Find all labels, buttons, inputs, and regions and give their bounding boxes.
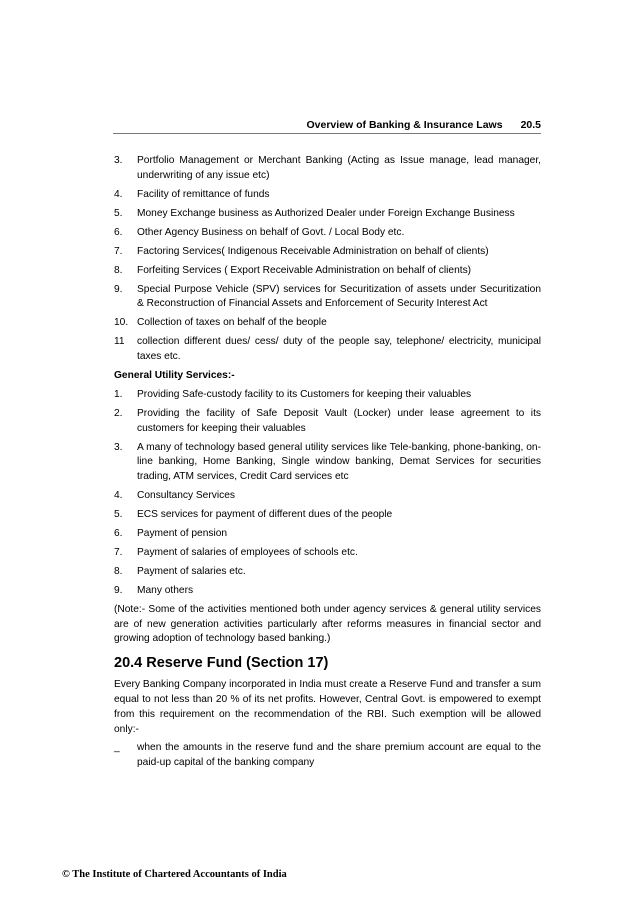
list-text: Other Agency Business on behalf of Govt. / Local Body etc.	[137, 226, 405, 238]
list-number: 5.	[114, 509, 123, 521]
header-rule	[113, 133, 541, 134]
list-text: Facility of remittance of funds	[137, 188, 270, 200]
list-text: Collection of taxes on behalf of the beople	[137, 317, 327, 329]
list-item	[114, 388, 541, 403]
list-text: Payment of pension	[137, 528, 228, 540]
section-heading: 20.4 Reserve Fund (Section 17)	[114, 655, 329, 672]
list-item	[114, 264, 541, 279]
list-item	[114, 407, 541, 437]
list-number: 10.	[114, 317, 129, 329]
running-header	[113, 118, 541, 133]
list-text: Payment of salaries of employees of schools etc.	[137, 547, 358, 558]
list-item	[114, 154, 541, 184]
list-item	[114, 508, 541, 523]
list-number: 6.	[114, 226, 123, 238]
list-number: 7.	[114, 245, 123, 257]
list-text: A many of technology based general utility services like Tele-banking, phone-banking, on-line banking, Home Banking, Single window banking, Demat Services for securities trading, ATM services, Credit Card services etc	[137, 441, 541, 483]
list-number: 4.	[114, 188, 123, 200]
list-number: 3.	[114, 155, 123, 166]
list-item	[114, 565, 541, 580]
list-item	[114, 335, 541, 365]
utility-note: (Note:- Some of the activities mentioned both under agency services & general utility services are of new generation activities particularly after reforms measures in financial sector and growing adoption of technology based banking.)	[114, 603, 541, 645]
list-item	[114, 489, 541, 504]
list-number: 4.	[114, 490, 123, 502]
list-item	[114, 283, 541, 313]
list-number: 8.	[114, 264, 123, 276]
list-item	[114, 245, 541, 260]
list-number: 8.	[114, 565, 123, 577]
list-number: 5.	[114, 207, 123, 219]
list-number: 1.	[114, 388, 123, 400]
list-item	[114, 207, 541, 222]
list-text: Special Purpose Vehicle (SPV) services for Securitization of assets under Securitization & Reconstruction of Financial Assets and Enforcement of Security Interest Act	[137, 283, 541, 310]
list-number: 9.	[114, 584, 123, 596]
list-text: Providing Safe-custody facility to its Customers for keeping their valuables	[137, 388, 472, 400]
list-number: 3.	[114, 441, 123, 453]
page-content	[114, 154, 541, 775]
bullet-marker: _	[114, 742, 120, 754]
list-text: Payment of salaries etc.	[137, 565, 246, 577]
list-text: Money Exchange business as Authorized Dealer under Foreign Exchange Business	[137, 207, 515, 219]
list-number: 2.	[114, 407, 123, 419]
list-number: 11	[114, 336, 125, 348]
list-item	[114, 226, 541, 241]
list-number: 7.	[114, 547, 123, 558]
list-text: ECS services for payment of different dues of the people	[137, 509, 393, 521]
list-item	[114, 188, 541, 203]
header-title: Overview of Banking & Insurance Laws	[306, 119, 503, 131]
list-text: Portfolio Management or Merchant Banking (Acting as Issue manage, lead manager, underwriting of any issue etc)	[137, 155, 541, 181]
page-footer: © The Institute of Chartered Accountants of India	[62, 869, 287, 880]
list-item	[114, 546, 541, 561]
list-text: Forfeiting Services ( Export Receivable Administration on behalf of clients)	[137, 264, 472, 276]
list-text: Many others	[137, 584, 194, 596]
list-text: Consultancy Services	[137, 490, 235, 502]
bullet-item	[114, 741, 541, 771]
list-number: 9.	[114, 283, 123, 295]
reserve-fund-paragraph: Every Banking Company incorporated in India must create a Reserve Fund and transfer a sum equal to not less than 20 % of its net profits. However, Central Govt. is empowered to exempt from this requirement on the recommendation of the RBI. Such exemption will be allowed only:-	[114, 679, 541, 735]
list-item	[114, 584, 541, 599]
utility-heading: General Utility Services:-	[114, 370, 235, 382]
list-text: Providing the facility of Safe Deposit Vault (Locker) under lease agreement to its customers for keeping their valuables	[137, 407, 541, 434]
list-item	[114, 441, 541, 485]
bullet-text: when the amounts in the reserve fund and the share premium account are equal to the paid-up capital of the banking company	[137, 742, 541, 769]
list-text: collection different dues/ cess/ duty of the people say, telephone/ electricity, municipal taxes etc.	[137, 336, 541, 363]
list-number: 6.	[114, 528, 123, 540]
list-text: Factoring Services( Indigenous Receivable Administration on behalf of clients)	[137, 245, 489, 257]
list-item	[114, 316, 541, 331]
list-item	[114, 527, 541, 542]
header-page-number: 20.5	[520, 119, 541, 131]
